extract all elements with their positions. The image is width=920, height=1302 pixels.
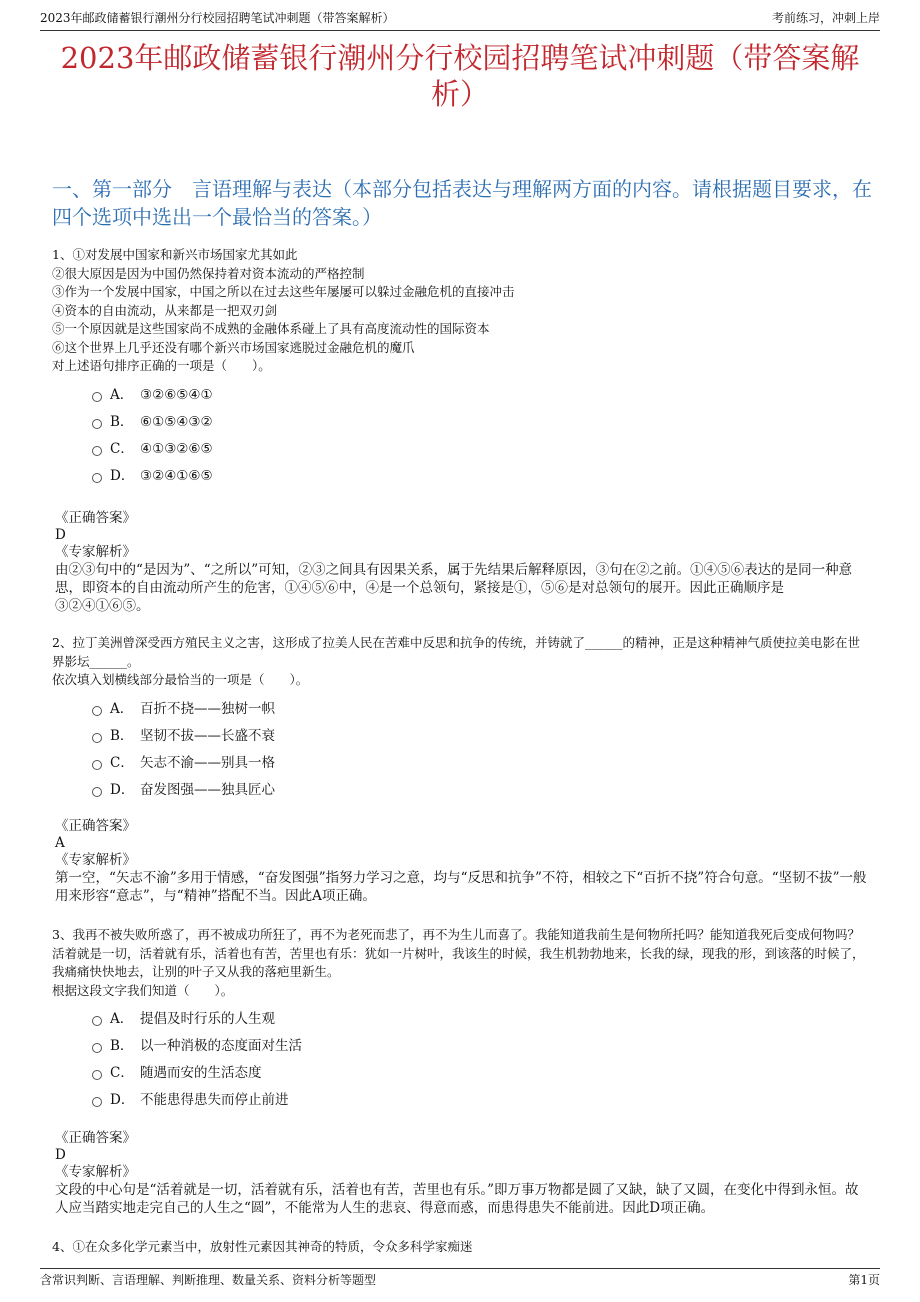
option-text: 随遇而安的生活态度: [140, 1065, 262, 1081]
running-footer: [40, 1268, 880, 1291]
option-letter: B．: [110, 727, 134, 744]
running-header: [40, 8, 880, 31]
option-a[interactable]: [92, 382, 872, 409]
footer-description: 含常识判断、言语理解、判断推理、数量关系、资料分析等题型: [40, 1273, 377, 1287]
radio-icon[interactable]: [92, 419, 102, 429]
question-prompt: 根据这段文字我们知道（ ）。: [52, 982, 234, 998]
option-letter: B．: [110, 1038, 134, 1054]
radio-icon[interactable]: [92, 1097, 102, 1107]
option-letter: D．: [110, 467, 135, 484]
option-letter: A．: [110, 386, 134, 403]
section-heading: 一、第一部分 言语理解与表达（本部分包括表达与理解两方面的内容。请根据题目要求，在四个选项中选出一个最恰当的答案。）: [52, 177, 872, 229]
option-list: [92, 382, 872, 490]
radio-icon[interactable]: [92, 1070, 102, 1080]
option-text: ③②④①⑥⑤: [140, 467, 213, 484]
question-stem-line: 2、拉丁美洲曾深受西方殖民主义之害，这形成了拉美人民在苦难中反思和抗争的传统，并铸就了______的精神，正是这种精神气质使拉美电影在世界影坛______。: [52, 635, 860, 669]
option-a[interactable]: [92, 1006, 872, 1033]
question-prompt: 依次填入划横线部分最恰当的一项是（ ）。: [52, 672, 309, 687]
answer-block-3: [55, 1130, 870, 1217]
option-c[interactable]: [92, 436, 872, 463]
analysis-text: 文段的中心句是“活着就是一切，活着就有乐，活着也有苦，苦里也有乐。”即万事万物都是圆了又缺，缺了又圆，在变化中得到永恒。故人应当踏实地走完自己的人生之“圆”，不能常为人生的悲哀、得意而惑，而患得患失不能前进。因此D项正确。: [55, 1182, 859, 1216]
option-letter: B．: [110, 413, 134, 430]
radio-icon[interactable]: [92, 446, 102, 456]
option-letter: D．: [110, 1092, 135, 1108]
option-text: ③②⑥⑤④①: [140, 386, 213, 403]
question-2: [52, 634, 872, 804]
option-text: ⑥①⑤④③②: [140, 413, 213, 430]
radio-icon[interactable]: [92, 787, 102, 797]
header-slogan: 考前练习，冲刺上岸: [771, 11, 880, 25]
radio-icon[interactable]: [92, 1043, 102, 1053]
analysis-text: 第一空，“矢志不渝”多用于情感，“奋发图强”指努力学习之意，均与“反思和抗争”不符，相较之下“百折不挠”符合句意。“坚韧不拔”一般用来形容“意志”，与“精神”搭配不当。因此A项正确。: [55, 870, 867, 904]
option-b[interactable]: [92, 409, 872, 436]
answer-value: D: [55, 1147, 66, 1163]
option-d[interactable]: [92, 1087, 872, 1114]
question-stem-line: ⑤一个原因就是这些国家尚不成熟的金融体系碰上了具有高度流动性的国际资本: [52, 321, 490, 336]
analysis-label: 《专家解析》: [55, 1164, 136, 1180]
analysis-label: 《专家解析》: [55, 852, 136, 868]
answer-block-1: [55, 510, 870, 615]
option-text: 提倡及时行乐的人生观: [140, 1011, 275, 1027]
question-prompt: 对上述语句排序正确的一项是（ ）。: [52, 358, 271, 373]
option-list: [92, 696, 872, 804]
option-text: ④①③②⑥⑤: [140, 440, 213, 457]
radio-icon[interactable]: [92, 733, 102, 743]
option-a[interactable]: [92, 696, 872, 723]
option-c[interactable]: [92, 1060, 872, 1087]
radio-icon[interactable]: [92, 1016, 102, 1026]
question-stem-line: ⑥这个世界上几乎还没有哪个新兴市场国家逃脱过金融危机的魔爪: [52, 339, 415, 355]
question-3: [52, 926, 872, 1114]
option-d[interactable]: [92, 777, 872, 804]
option-text: 以一种消极的态度面对生活: [140, 1038, 302, 1054]
answer-label: 《正确答案》: [55, 818, 136, 834]
option-c[interactable]: [92, 750, 872, 777]
option-list: [92, 1006, 872, 1114]
question-stem-line: ③作为一个发展中国家，中国之所以在过去这些年屡屡可以躲过金融危机的直接冲击: [52, 284, 515, 299]
question-stem-line: 1、①对发展中国家和新兴市场国家尤其如此: [52, 247, 298, 262]
option-letter: C．: [110, 1065, 134, 1081]
answer-label: 《正确答案》: [55, 1130, 136, 1146]
analysis-text: 由②③句中的“是因为”、“之所以”可知，②③之间具有因果关系，属于先结果后解释原因，③句在②之前。①④⑤⑥表达的是同一种意思，即资本的自由流动所产生的危害，①④⑤⑥中，④是一个总领句，紧接是①，⑤⑥是对总领句的展开。因此正确顺序是③②④①⑥⑤。: [55, 562, 853, 614]
page-title: 2023年邮政储蓄银行潮州分行校园招聘笔试冲刺题（带答案解析）: [60, 41, 860, 111]
option-b[interactable]: [92, 723, 872, 750]
radio-icon[interactable]: [92, 760, 102, 770]
radio-icon[interactable]: [92, 706, 102, 716]
page-number: 第1页: [848, 1273, 880, 1287]
option-text: 奋发图强——独具匠心: [140, 781, 275, 798]
answer-label: 《正确答案》: [55, 510, 136, 526]
header-doc-title: 2023年邮政储蓄银行潮州分行校园招聘笔试冲刺题（带答案解析）: [40, 11, 395, 25]
option-text: 坚韧不拔——长盛不衰: [140, 727, 275, 744]
option-letter: C．: [110, 754, 134, 771]
question-1: [52, 246, 872, 490]
answer-value: A: [55, 835, 65, 851]
option-letter: A．: [110, 700, 134, 717]
radio-icon[interactable]: [92, 473, 102, 483]
option-letter: A．: [110, 1011, 134, 1027]
option-text: 不能患得患失而停止前进: [140, 1092, 289, 1108]
option-d[interactable]: [92, 463, 872, 490]
question-stem-line: ④资本的自由流动，从来都是一把双刃剑: [52, 302, 278, 318]
radio-icon[interactable]: [92, 392, 102, 402]
option-letter: C．: [110, 440, 134, 457]
question-stem-line: ②很大原因是因为中国仍然保持着对资本流动的严格控制: [52, 265, 365, 281]
option-letter: D．: [110, 781, 135, 798]
analysis-label: 《专家解析》: [55, 544, 136, 560]
option-text: 矢志不渝——别具一格: [140, 754, 275, 771]
question-stem-line: 3、我再不被失败所惑了，再不被成功所狂了，再不为老死而悲了，再不为生儿而喜了。我能知道我前生是何物所托吗？能知道我死后变成何物吗？活着就是一切，活着就有乐，活着也有苦，苦里也有乐：犹如一片树叶，我该生的时候，我生机勃勃地来，长我的绿，现我的形，到该落的时候了，我痛痛快快地去，让别的叶子又从我的落疤里新生。: [52, 927, 865, 979]
answer-value: D: [55, 527, 66, 543]
answer-block-2: [55, 818, 870, 905]
option-b[interactable]: [92, 1033, 872, 1060]
question-4: [52, 1238, 872, 1257]
option-text: 百折不挠——独树一帜: [140, 700, 275, 717]
question-stem-line: 4、①在众多化学元素当中，放射性元素因其神奇的特质，令众多科学家痴迷: [52, 1239, 473, 1254]
